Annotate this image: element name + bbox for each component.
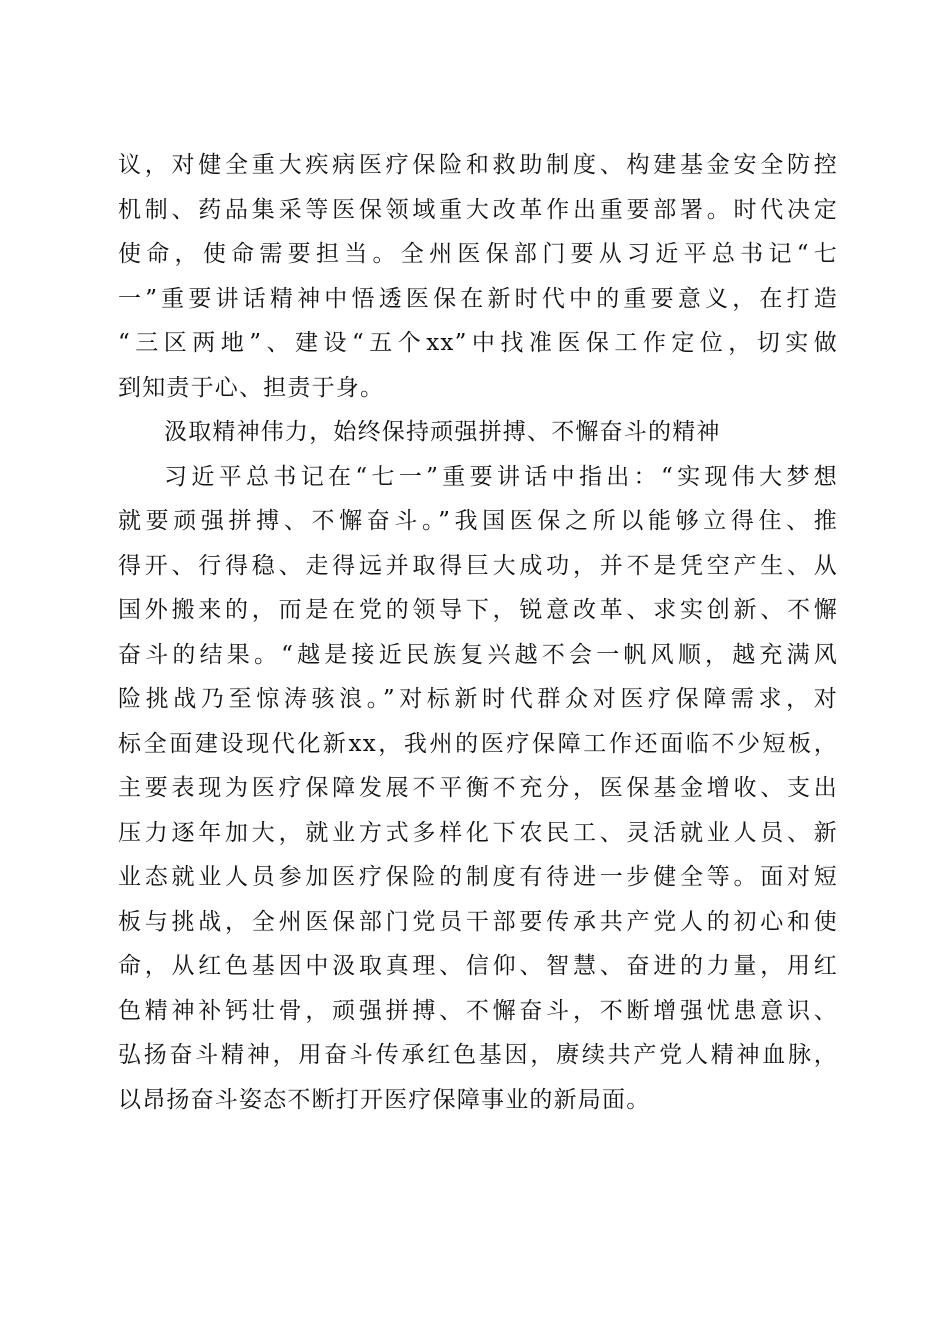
paragraph-line: 主要表现为医疗保障发展不平衡不充分，医保基金增收、支出 — [118, 775, 838, 801]
paragraph-line: 业态就业人员参加医疗保险的制度有待进一步健全等。面对短 — [118, 864, 838, 890]
paragraph-line: 使命，使命需要担当。全州医保部门要从习近平总书记“七 — [118, 241, 838, 267]
paragraph-line: “三区两地”、建设“五个xx”中找准医保工作定位，切实做 — [118, 330, 838, 356]
document-body — [118, 143, 838, 1122]
paragraph-line: 标全面建设现代化新xx，我州的医疗保障工作还面临不少短板， — [118, 730, 838, 757]
paragraph-line: 奋斗的结果。“越是接近民族复兴越不会一帆风顺，越充满风 — [118, 641, 838, 668]
paragraph-line: 就要顽强拼搏、不懈奋斗。”我国医保之所以能够立得住、推 — [118, 508, 838, 534]
paragraph-line: 习近平总书记在“七一”重要讲话中指出：“实现伟大梦想 — [164, 463, 838, 490]
paragraph-line: 议，对健全重大疾病医疗保险和救助制度、构建基金安全防控 — [118, 152, 838, 178]
paragraph-line: 到知责于心、担责于身。 — [118, 374, 385, 401]
paragraph-line: 一”重要讲话精神中悟透医保在新时代中的重要意义，在打造 — [118, 285, 838, 312]
paragraph-line: 国外搬来的，而是在党的领导下，锐意改革、求实创新、不懈 — [118, 597, 838, 623]
paragraph-line: 以昂扬奋斗姿态不断打开医疗保障事业的新局面。 — [118, 1086, 651, 1113]
paragraph-line: 压力逐年加大，就业方式多样化下农民工、灵活就业人员、新 — [118, 819, 838, 846]
paragraph-line: 险挑战乃至惊涛骇浪。”对标新时代群众对医疗保障需求，对 — [118, 686, 838, 712]
paragraph-line: 命，从红色基因中汲取真理、信仰、智慧、奋进的力量，用红 — [118, 953, 838, 979]
paragraph-line: 得开、行得稳、走得远并取得巨大成功，并不是凭空产生、从 — [118, 552, 838, 579]
paragraph-line: 弘扬奋斗精神，用奋斗传承红色基因，赓续共产党人精神血脉， — [118, 1042, 838, 1068]
section-heading: 汲取精神伟力，始终保持顽强拼搏、不懈奋斗的精神 — [164, 419, 721, 445]
paragraph-line: 机制、药品集采等医保领域重大改革作出重要部署。时代决定 — [118, 196, 838, 223]
paragraph-line: 板与挑战，全州医保部门党员干部要传承共产党人的初心和使 — [118, 908, 838, 935]
paragraph-line: 色精神补钙壮骨，顽强拼搏、不懈奋斗，不断增强忧患意识、 — [118, 997, 838, 1024]
